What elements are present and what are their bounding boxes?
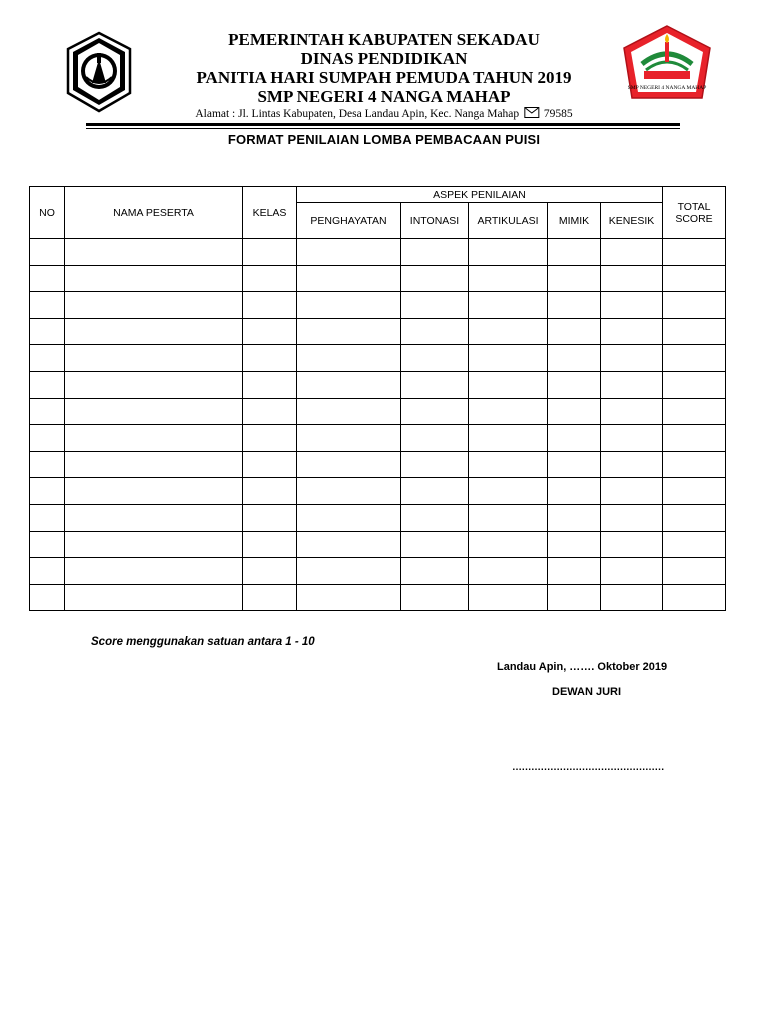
table-cell[interactable]: [663, 504, 726, 531]
table-row: [30, 371, 726, 398]
table-row: [30, 265, 726, 292]
table-cell[interactable]: [401, 239, 469, 266]
header-aspect-artikulasi: ARTIKULASI: [469, 203, 548, 239]
table-cell[interactable]: [663, 371, 726, 398]
header-no: NO: [30, 187, 65, 239]
table-cell[interactable]: [243, 558, 297, 585]
table-cell[interactable]: [297, 265, 401, 292]
table-cell[interactable]: [469, 371, 548, 398]
table-cell[interactable]: [601, 371, 663, 398]
table-cell[interactable]: [548, 558, 601, 585]
table-cell[interactable]: [243, 398, 297, 425]
table-cell[interactable]: [663, 239, 726, 266]
table-cell[interactable]: [469, 239, 548, 266]
table-cell[interactable]: [469, 318, 548, 345]
regency-emblem-icon: [64, 31, 134, 113]
letterhead-department: DINAS PENDIDIKAN: [300, 49, 468, 68]
table-cell[interactable]: [601, 531, 663, 558]
table-row: [30, 558, 726, 585]
table-cell[interactable]: [65, 398, 243, 425]
table-row: [30, 345, 726, 372]
table-cell[interactable]: [297, 504, 401, 531]
table-cell[interactable]: [243, 531, 297, 558]
address-text: Alamat : Jl. Lintas Kabupaten, Desa Landau Apin, Kec. Nanga Mahap: [195, 108, 520, 120]
table-cell[interactable]: [297, 531, 401, 558]
table-cell[interactable]: [30, 504, 65, 531]
table-cell[interactable]: [469, 398, 548, 425]
table-cell[interactable]: [601, 239, 663, 266]
table-cell[interactable]: [548, 239, 601, 266]
table-cell[interactable]: [243, 345, 297, 372]
table-cell[interactable]: [297, 478, 401, 505]
table-cell[interactable]: [65, 558, 243, 585]
header-total-line1: TOTAL: [677, 200, 711, 213]
table-cell[interactable]: [401, 265, 469, 292]
letterhead-school: SMP NEGERI 4 NANGA MAHAP: [257, 87, 511, 106]
table-cell[interactable]: [663, 478, 726, 505]
table-row: [30, 584, 726, 611]
table-cell[interactable]: [548, 318, 601, 345]
letterhead-address: [195, 107, 572, 120]
table-cell[interactable]: [401, 478, 469, 505]
school-logo-text: SMP NEGERI 4 NANGA MAHAP: [627, 85, 707, 91]
table-cell[interactable]: [401, 558, 469, 585]
table-cell[interactable]: [663, 425, 726, 452]
table-cell[interactable]: [469, 478, 548, 505]
table-cell[interactable]: [663, 531, 726, 558]
table-cell[interactable]: [601, 504, 663, 531]
table-cell[interactable]: [469, 504, 548, 531]
table-cell[interactable]: [663, 558, 726, 585]
table-row: [30, 239, 726, 266]
table-cell[interactable]: [548, 345, 601, 372]
table-cell[interactable]: [601, 398, 663, 425]
table-row: [30, 318, 726, 345]
table-cell[interactable]: [401, 425, 469, 452]
table-cell[interactable]: [30, 584, 65, 611]
table-cell[interactable]: [297, 318, 401, 345]
letterhead-rule: [86, 123, 680, 126]
table-cell[interactable]: [30, 345, 65, 372]
table-cell[interactable]: [297, 345, 401, 372]
table-cell[interactable]: [663, 451, 726, 478]
table-row: [30, 398, 726, 425]
table-cell[interactable]: [469, 584, 548, 611]
table-cell[interactable]: [30, 318, 65, 345]
header-total-line2: SCORE: [675, 212, 713, 225]
table-cell[interactable]: [663, 345, 726, 372]
table-cell[interactable]: [297, 584, 401, 611]
table-cell[interactable]: [548, 531, 601, 558]
table-cell[interactable]: [243, 478, 297, 505]
document-title: FORMAT PENILAIAN LOMBA PEMBACAAN PUISI: [227, 132, 541, 147]
table-cell[interactable]: [65, 504, 243, 531]
school-logo-icon: [622, 24, 712, 100]
table-cell[interactable]: [30, 398, 65, 425]
score-table: [29, 186, 726, 611]
table-cell[interactable]: [401, 531, 469, 558]
table-cell[interactable]: [243, 425, 297, 452]
table-cell[interactable]: [548, 451, 601, 478]
table-cell[interactable]: [469, 265, 548, 292]
table-cell[interactable]: [243, 239, 297, 266]
table-cell[interactable]: [401, 371, 469, 398]
table-cell[interactable]: [601, 292, 663, 319]
header-aspect-mimik: MIMIK: [548, 203, 601, 239]
table-cell[interactable]: [297, 425, 401, 452]
table-cell[interactable]: [601, 265, 663, 292]
table-cell[interactable]: [469, 292, 548, 319]
table-cell[interactable]: [297, 239, 401, 266]
table-cell[interactable]: [65, 292, 243, 319]
jury-label: DEWAN JURI: [552, 686, 622, 698]
table-cell[interactable]: [243, 371, 297, 398]
table-cell[interactable]: [401, 584, 469, 611]
table-cell[interactable]: [30, 371, 65, 398]
table-cell[interactable]: [243, 451, 297, 478]
table-cell[interactable]: [601, 558, 663, 585]
table-cell[interactable]: [663, 292, 726, 319]
table-row: [30, 425, 726, 452]
table-cell[interactable]: [297, 371, 401, 398]
table-cell[interactable]: [65, 239, 243, 266]
table-cell[interactable]: [297, 558, 401, 585]
letterhead-government: PEMERINTAH KABUPATEN SEKADAU: [228, 30, 540, 49]
table-cell[interactable]: [401, 345, 469, 372]
table-cell[interactable]: [30, 239, 65, 266]
envelope-icon: [524, 107, 539, 118]
table-cell[interactable]: [601, 584, 663, 611]
table-cell[interactable]: [548, 371, 601, 398]
letterhead: [0, 0, 768, 130]
header-total: [663, 187, 726, 239]
table-cell[interactable]: [30, 558, 65, 585]
table-cell[interactable]: [548, 425, 601, 452]
score-table-body: [30, 239, 726, 611]
postal-code: 79585: [543, 108, 573, 120]
table-cell[interactable]: [297, 398, 401, 425]
table-cell[interactable]: [469, 531, 548, 558]
table-cell[interactable]: [469, 558, 548, 585]
table-cell[interactable]: [65, 531, 243, 558]
header-class: KELAS: [243, 187, 297, 239]
table-row: [30, 531, 726, 558]
table-cell[interactable]: [401, 318, 469, 345]
table-cell[interactable]: [243, 265, 297, 292]
header-aspects-group: ASPEK PENILAIAN: [297, 187, 663, 203]
table-cell[interactable]: [30, 531, 65, 558]
table-cell[interactable]: [65, 451, 243, 478]
table-cell[interactable]: [601, 425, 663, 452]
table-cell[interactable]: [243, 318, 297, 345]
table-cell[interactable]: [65, 584, 243, 611]
letterhead-committee: PANITIA HARI SUMPAH PEMUDA TAHUN 2019: [196, 68, 572, 87]
table-cell[interactable]: [243, 584, 297, 611]
table-cell[interactable]: [297, 451, 401, 478]
signature-line: …………………………………………: [512, 762, 664, 773]
header-aspect-kenesik: KENESIK: [601, 203, 663, 239]
table-cell[interactable]: [548, 478, 601, 505]
table-cell[interactable]: [601, 451, 663, 478]
table-cell[interactable]: [548, 504, 601, 531]
table-cell[interactable]: [30, 425, 65, 452]
table-cell[interactable]: [663, 398, 726, 425]
table-cell[interactable]: [65, 425, 243, 452]
table-row: [30, 451, 726, 478]
table-cell[interactable]: [548, 584, 601, 611]
table-cell[interactable]: [30, 451, 65, 478]
score-note: Score menggunakan satuan antara 1 - 10: [91, 636, 315, 648]
table-cell[interactable]: [65, 318, 243, 345]
table-cell[interactable]: [243, 292, 297, 319]
table-row: [30, 504, 726, 531]
table-cell[interactable]: [469, 425, 548, 452]
table-cell[interactable]: [601, 478, 663, 505]
table-cell[interactable]: [601, 345, 663, 372]
table-row: [30, 292, 726, 319]
table-cell[interactable]: [65, 265, 243, 292]
table-cell[interactable]: [469, 451, 548, 478]
table-cell[interactable]: [469, 345, 548, 372]
header-aspect-intonasi: INTONASI: [401, 203, 469, 239]
table-cell[interactable]: [401, 451, 469, 478]
header-aspect-penghayatan: PENGHAYATAN: [297, 203, 401, 239]
header-name: NAMA PESERTA: [65, 187, 243, 239]
table-cell[interactable]: [663, 318, 726, 345]
table-cell[interactable]: [243, 504, 297, 531]
table-cell[interactable]: [548, 265, 601, 292]
table-cell[interactable]: [548, 292, 601, 319]
table-cell[interactable]: [663, 265, 726, 292]
table-cell[interactable]: [663, 584, 726, 611]
table-cell[interactable]: [401, 398, 469, 425]
table-row: [30, 478, 726, 505]
table-cell[interactable]: [65, 371, 243, 398]
table-cell[interactable]: [30, 265, 65, 292]
table-cell[interactable]: [401, 292, 469, 319]
table-cell[interactable]: [30, 478, 65, 505]
table-cell[interactable]: [65, 345, 243, 372]
table-cell[interactable]: [65, 478, 243, 505]
table-cell[interactable]: [601, 318, 663, 345]
place-date: Landau Apin, ……. Oktober 2019: [497, 661, 668, 673]
table-cell[interactable]: [30, 292, 65, 319]
table-cell[interactable]: [401, 504, 469, 531]
table-cell[interactable]: [297, 292, 401, 319]
letterhead-rule-thin: [86, 128, 680, 129]
table-cell[interactable]: [548, 398, 601, 425]
